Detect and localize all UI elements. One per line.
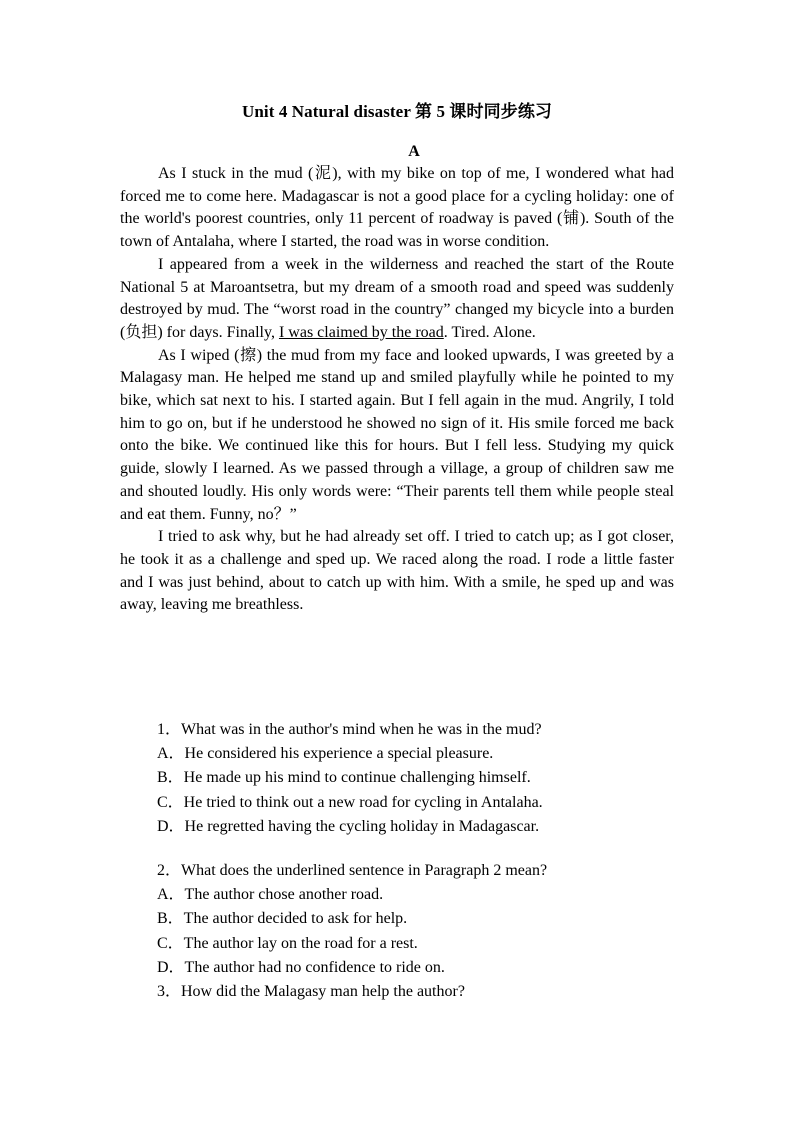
answer-option-d: D．He regretted having the cycling holiday in Madagascar. [157, 817, 540, 835]
paragraph-4: I tried to ask why, but he had already set off. I tried to catch up; as I got closer, he took it as a challenge and sped up. We raced along the road. I rode a little faster and I was just behind, about to catch up with him. With a smile, he sped up and was away, leaving me breathless. [120, 528, 674, 614]
question-1 [157, 718, 677, 839]
answer-option-a: A．He considered his experience a special pleasure. [157, 745, 494, 763]
underlined-sentence: I was claimed by the road [278, 323, 444, 341]
answer-option-c: C．The author lay on the road for a rest. [157, 934, 418, 952]
answer-option-c: C．He tried to think out a new road for cycling in Antalaha. [157, 793, 543, 811]
answer-option-b: B．The author decided to ask for help. [157, 910, 408, 928]
answer-option-a: A．The author chose another road. [157, 886, 384, 904]
paragraph-3: As I wiped (擦) the mud from my face and looked upwards, I was greeted by a Malagasy man. He helped me stand up and smiled playfully while he pointed to my bike, which sat next to his. I started again. But I fell again in the mud. Angrily, I told him to go on, but if he understood he showed no sign of it. His smile forced me back onto the bike. We continued like this for hours. But I fell less. Studying my quick guide, slowly I learned. As we passed through a village, a group of children saw me and shouted loudly. His only words were: “Their parents tell them while people steal and eat them. Funny, no？” [120, 346, 674, 523]
question-3 [157, 980, 677, 1004]
answer-option-b: B．He made up his mind to continue challenging himself. [157, 769, 531, 787]
reading-passage [120, 163, 674, 617]
paragraph-1: As I stuck in the mud (泥), with my bike on top of me, I wondered what had forced me to come here. Madagascar is not a good place for a cycling holiday: one of the world's poorest countries, only 11 percent of roadway is paved (铺). South of the town of Antalaha, where I started, the road was in worse condition. [120, 165, 674, 251]
question-stem: 3．How did the Malagasy man help the author? [157, 983, 465, 1001]
page-title: Unit 4 Natural disaster 第 5 课时同步练习 [241, 102, 553, 121]
section-label: A [408, 143, 420, 160]
paragraph-2-text: I appeared from a week in the wilderness and reached the start of the Route National 5 at Maroantsetra, but my dream of a smooth road and speed was suddenly destroyed by mud. The “worst road in the country” changed my bicycle into a burden (负担) for days. Finally, [120, 255, 674, 341]
question-list [157, 718, 677, 1004]
question-stem: 1．What was in the author's mind when he was in the mud? [157, 721, 542, 738]
paragraph-2-ending: . Tired. Alone. [443, 323, 536, 341]
question-2 [157, 859, 677, 980]
paragraph-2 [120, 254, 674, 345]
question-stem: 2．What does the underlined sentence in Paragraph 2 mean? [157, 862, 548, 880]
answer-option-d: D．The author had no confidence to ride on. [157, 958, 445, 976]
